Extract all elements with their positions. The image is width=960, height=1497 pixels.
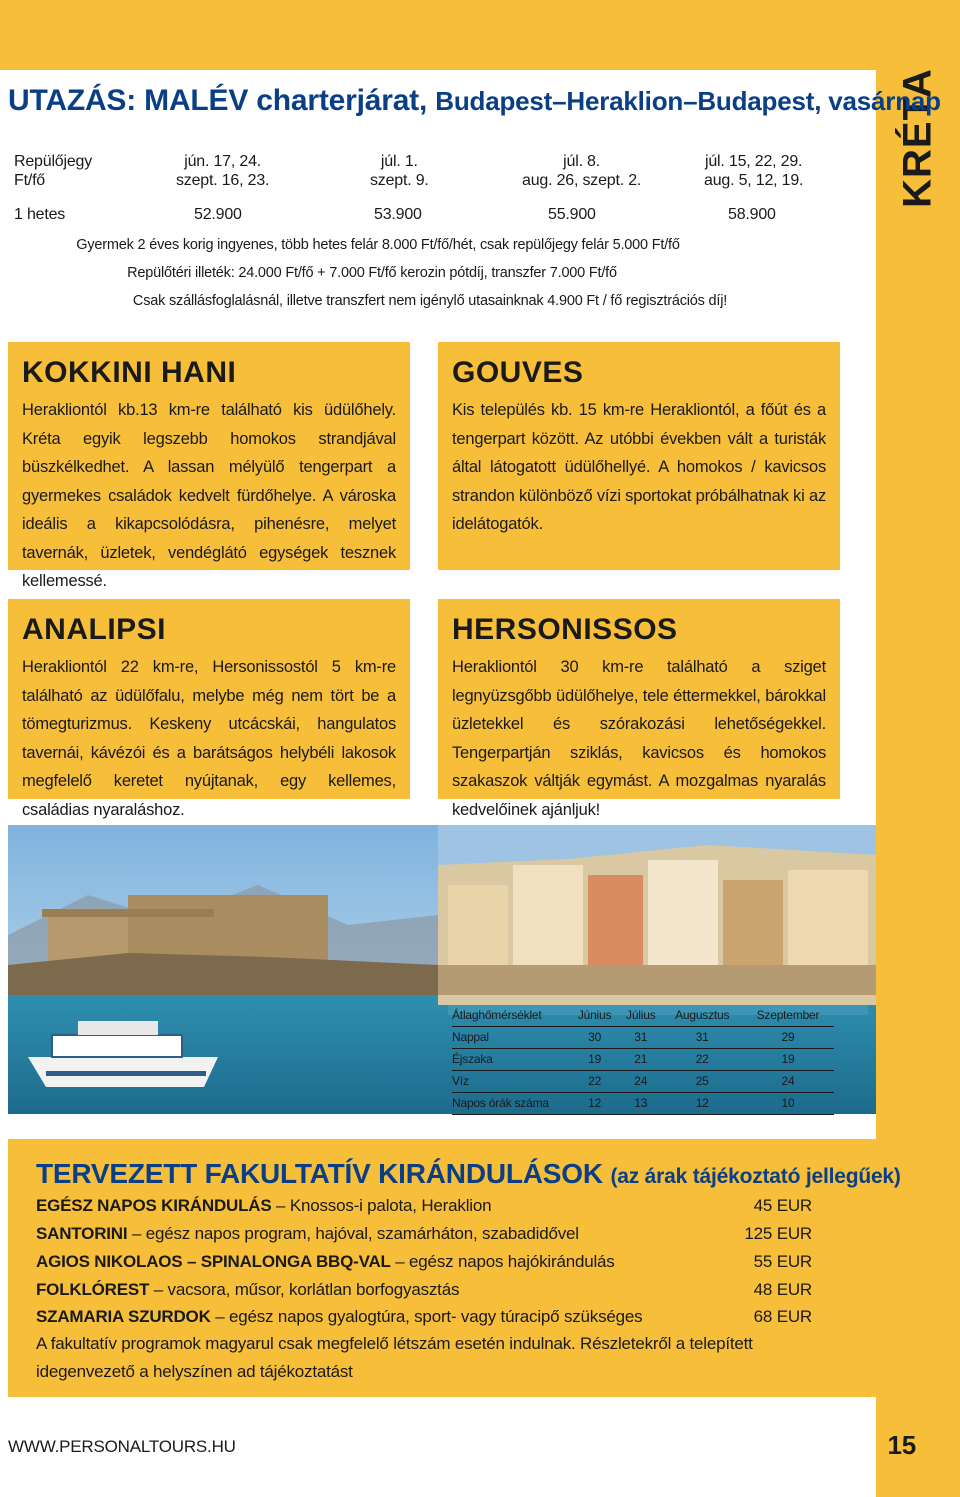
footer-url[interactable]: WWW.PERSONALTOURS.HU xyxy=(8,1437,236,1456)
excursion-price: 48 EUR xyxy=(753,1280,812,1299)
excursion-price: 125 EUR xyxy=(744,1224,812,1243)
analipsi-title: ANALIPSI xyxy=(22,613,167,646)
flight-title-main: UTAZÁS: MALÉV charterjárat, xyxy=(8,84,428,117)
list-item: FOLKLÓREST – vacsora, műsor, korlátlan borfogyasztás 48 EUR xyxy=(36,1277,812,1303)
table-row: Napos órák száma 12 13 12 10 xyxy=(452,1092,834,1114)
analipsi-text: Herakliontól 22 km-re, Hersonissostól 5 km-re található az üdülőfalu, melybe még nem tört be a tömegturizmus. Keskeny utcácskái, hangulatos tavernái, kávézói és a barátságos helybéli lakosok megfelelő keretet nyújtanak, egy kellemes, családias nyaraláshoz. xyxy=(22,658,396,819)
table-row: Éjszaka 19 21 22 19 xyxy=(452,1048,834,1070)
excursion-note: A fakultatív programok magyarul csak megfelelő létszám esetén indulnak. Részletekről a telepített idegenvezető a helyszínen ad tájékoztatást xyxy=(36,1334,753,1381)
flight-title-sub: Budapest–Heraklion–Budapest, vasárnap xyxy=(435,86,941,116)
excursion-price: 55 EUR xyxy=(753,1252,812,1271)
hersonissos-text: Herakliontól 30 km-re található a sziget legnyüzsgőbb üdülőhelye, tele éttermekkel, bárokkal üzletekkel és szórakozási lehetőségekkel. Tengerpartján sziklás, kavicsos és homokos szakaszok váltják egymást. A mozgalmas nyaralás kedvelőinek ajánljuk! xyxy=(452,658,826,819)
table-row: Nappal 30 31 31 29 xyxy=(452,1026,834,1048)
excursion-title-note: (az árak tájékoztató jellegűek) xyxy=(610,1165,901,1188)
climate-header: Szeptember xyxy=(742,1004,834,1026)
note-line: Repülőtéri illeték: 24.000 Ft/fő + 7.000 Ft/fő kerozin pótdíj, transzfer 7.000 Ft/fő xyxy=(127,265,617,281)
note-line: Csak szállásfoglalásnál, illetve transzfert nem igénylő utasainknak 4.900 Ft / fő regisztrációs díj! xyxy=(132,293,728,309)
price-col-1: jún. 17, 24. szept. 16, 23. xyxy=(176,153,270,189)
price-col-label: Repülőjegy Ft/fő xyxy=(14,153,93,189)
table-row: Víz 22 24 25 24 xyxy=(452,1070,834,1092)
gouves-box xyxy=(438,342,840,570)
price-4: 58.900 xyxy=(728,206,776,223)
side-label: KRÉTA xyxy=(895,68,940,208)
analipsi-box xyxy=(8,599,410,819)
excursion-title: TERVEZETT FAKULTATÍV KIRÁNDULÁSOK (az árak tájékoztató jellegűek) xyxy=(36,1158,901,1189)
price-3: 55.900 xyxy=(548,206,596,223)
note-line: Gyermek 2 éves korig ingyenes, több hetes felár 8.000 Ft/fő/hét, csak repülőjegy felár 5.000 Ft/fő xyxy=(76,237,680,253)
climate-header: Augusztus xyxy=(662,1004,742,1026)
kokkini-text: Herakliontól kb.13 km-re található kis üdülőhely. Kréta egyik legszebb homokos strandjával büszkélkedhet. A lassan mélyülő tengerpart a gyermekes családok kedvelt fürdőhelye. A városka ideális a kikapcsolódásra, pihenésre, melyet tavernák, üzletek, vendéglátó egységek tesznek kellemessé. xyxy=(22,401,396,590)
kokkini-title: KOKKINI HANI xyxy=(22,356,237,389)
price-1: 52.900 xyxy=(194,206,242,223)
price-col-3: júl. 8. aug. 26, szept. 2. xyxy=(522,153,642,189)
hersonissos-title: HERSONISSOS xyxy=(452,613,678,646)
climate-table xyxy=(452,1004,834,1115)
price-row-label: 1 hetes xyxy=(14,206,66,223)
list-item: EGÉSZ NAPOS KIRÁNDULÁS – Knossos-i palota, Heraklion 45 EUR xyxy=(36,1193,812,1219)
hersonissos-box xyxy=(438,599,840,819)
climate-header: Július xyxy=(619,1004,662,1026)
climate-header: Átlaghőmérséklet xyxy=(452,1004,570,1026)
page-number: 15 xyxy=(887,1430,916,1460)
climate-header: Június xyxy=(570,1004,619,1026)
list-item: SZAMARIA SZURDOK – egész napos gyalogtúra, sport- vagy túracipő szükséges 68 EUR xyxy=(36,1304,812,1330)
kokkini-box xyxy=(8,342,410,590)
gouves-title: GOUVES xyxy=(452,356,584,389)
top-banner xyxy=(0,0,876,70)
side-strip xyxy=(876,0,960,1497)
flight-title xyxy=(8,84,941,118)
excursion-price: 68 EUR xyxy=(753,1307,812,1326)
price-2: 53.900 xyxy=(374,206,422,223)
price-col-4: júl. 15, 22, 29. aug. 5, 12, 19. xyxy=(704,153,804,189)
excursion-price: 45 EUR xyxy=(753,1196,812,1215)
gouves-text: Kis település kb. 15 km-re Herakliontól, a főút és a tengerpart között. Az utóbbi években vált a turisták által látogatott üdülőhellyé. A homokos / kavicsos strandon különböző vízi sportokat próbálhatnak ki az idelátogatók. xyxy=(452,401,826,533)
list-item: AGIOS NIKOLAOS – SPINALONGA BBQ-VAL – egész napos hajókirándulás 55 EUR xyxy=(36,1249,812,1275)
climate-header-row xyxy=(452,1004,834,1026)
price-col-2: júl. 1. szept. 9. xyxy=(370,153,429,189)
list-item: SANTORINI – egész napos program, hajóval, szamárháton, szabadidővel 125 EUR xyxy=(36,1221,812,1247)
